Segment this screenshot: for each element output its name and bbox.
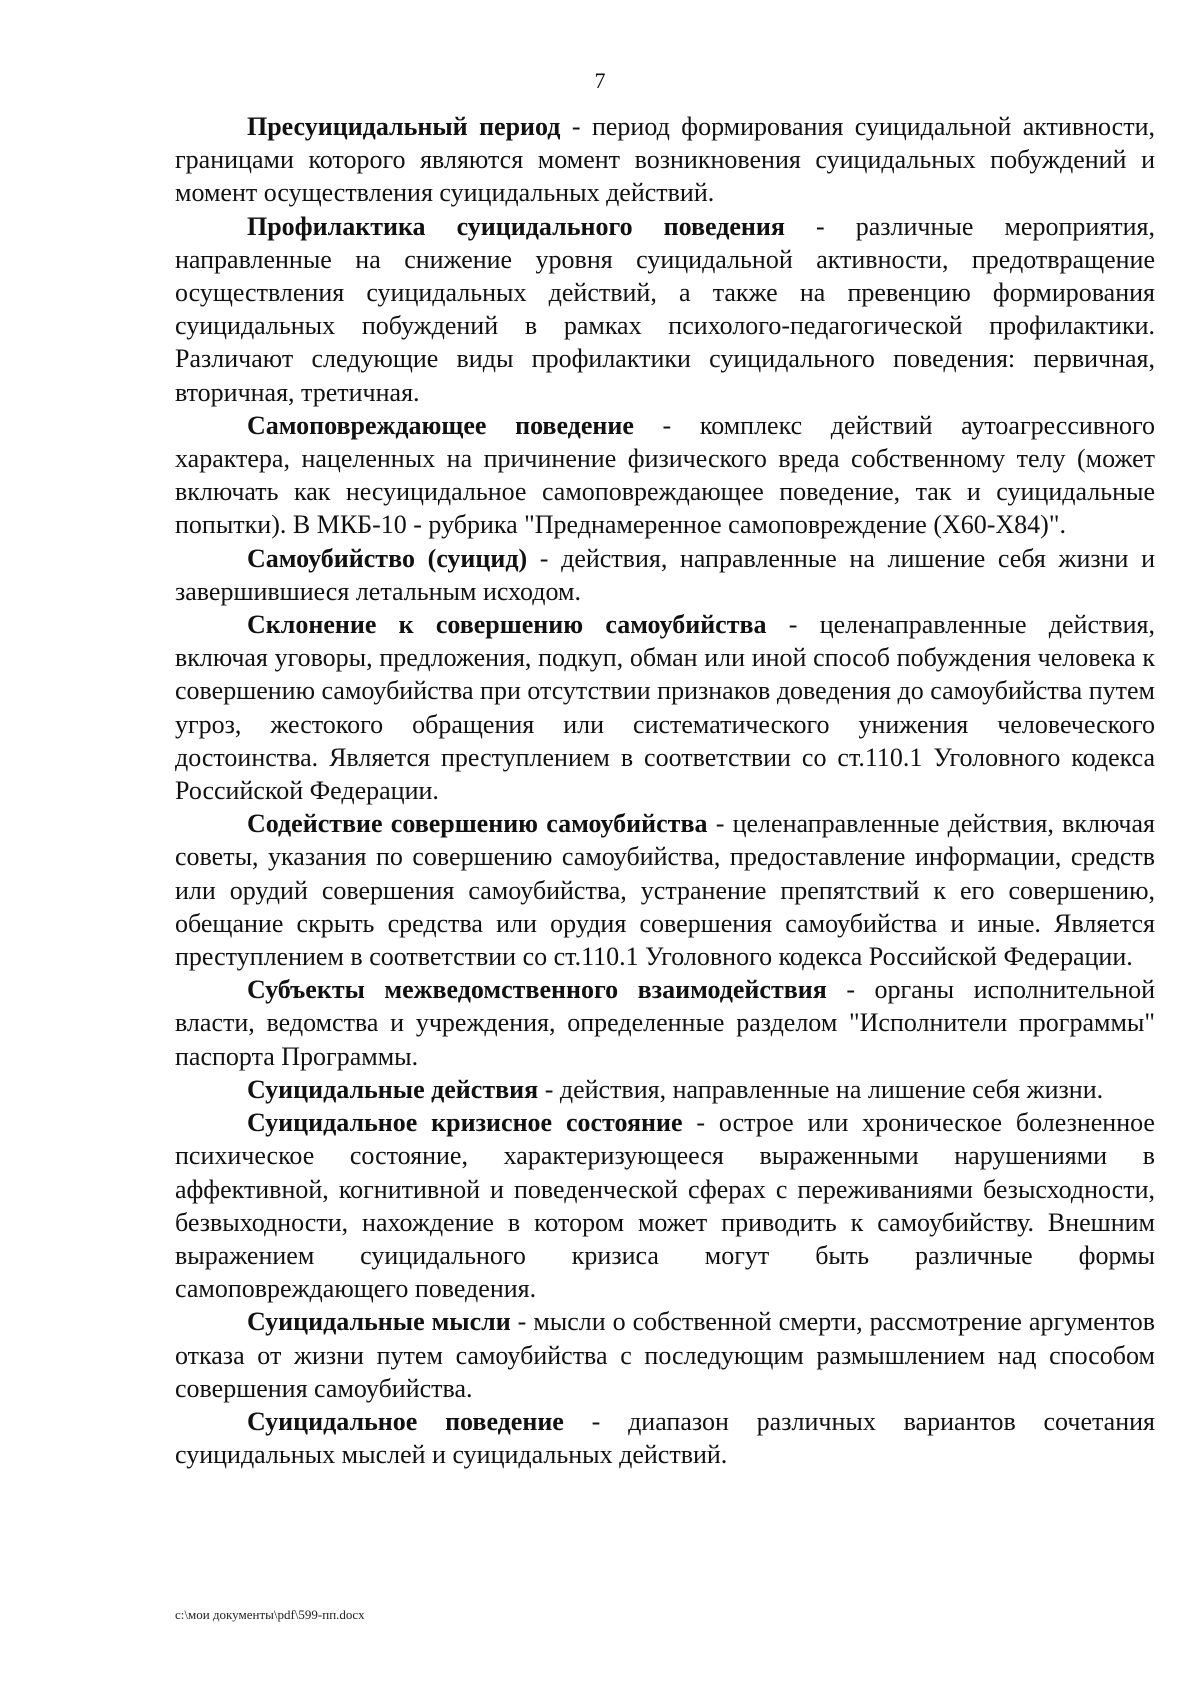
- definition-paragraph: [175, 110, 1155, 210]
- definition-paragraph: [175, 409, 1155, 542]
- definition-term: Суицидальное поведение: [247, 1406, 564, 1436]
- document-body: [175, 110, 1155, 1471]
- definition-text: - органы исполнительной власти, ведомства и учреждения, определенные разделом "Исполнители программы" паспорта Программы.: [175, 975, 1155, 1071]
- definition-paragraph: [175, 1305, 1155, 1405]
- definition-term: Самоповреждающее поведение: [247, 410, 634, 440]
- definition-paragraph: [175, 807, 1155, 973]
- definition-text: - острое или хроническое болезненное психическое состояние, характеризующееся выраженными нарушениями в аффективной, когнитивной и поведенческой сферах с переживаниями безысходности, безвыходности, нахождение в котором может приводить к самоубийству. Внешним выражением суицидального кризиса могут быть различные формы самоповреждающего поведения.: [175, 1108, 1155, 1304]
- definition-text: - комплекс действий аутоагрессивного характера, нацеленных на причинение физического вреда собственному телу (может включать как несуицидальное самоповреждающее поведение, так и суицидальные попытки). В МКБ-10 - рубрика "Преднамеренное самоповреждение (X60-X84)".: [175, 410, 1156, 540]
- definition-paragraph: [175, 1106, 1155, 1305]
- definition-text: - целенаправленные действия, включая советы, указания по совершению самоубийства, предоставление информации, средств или орудий совершения самоубийства, устранение препятствий к его совершению, обещание скрыть средства или орудия совершения самоубийства и иные. Является преступлением в соответствии со ст.110.1 Уголовного кодекса Российской Федерации.: [175, 809, 1155, 972]
- definition-paragraph: [175, 608, 1155, 807]
- definition-paragraph: [175, 973, 1155, 1073]
- definition-term: Суицидальные мысли: [247, 1307, 511, 1337]
- definition-text: - действия, направленные на лишение себя жизни и завершившиеся летальным исходом.: [175, 543, 1156, 606]
- definition-paragraph: [175, 210, 1155, 409]
- definition-term: Суицидальное кризисное состояние: [247, 1108, 683, 1138]
- page-number: 7: [594, 68, 606, 93]
- definition-text: - период формирования суицидальной активности, границами которого являются момент возникновения суицидальных побуждений и момент осуществления суицидальных действий.: [175, 112, 1155, 208]
- definition-term: Суицидальные действия: [247, 1074, 539, 1104]
- footer-file-path: c:\мои документы\pdf\599-пп.docx: [175, 1607, 365, 1622]
- definition-term: Склонение к совершению самоубийства: [247, 610, 767, 640]
- definition-paragraph: [175, 1073, 1155, 1106]
- definition-text: - целенаправленные действия, включая уговоры, предложения, подкуп, обман или иной способ побуждения человека к совершению самоубийства при отсутствии признаков доведения до самоубийства путем угроз, жестокого обращения или систематического унижения человеческого достоинства. Является преступлением в соответствии со ст.110.1 Уголовного кодекса Российской Федерации.: [175, 610, 1155, 806]
- definition-text: - действия, направленные на лишение себя жизни.: [538, 1074, 1104, 1104]
- definition-paragraph: [175, 542, 1155, 608]
- definition-term: Субъекты межведомственного взаимодействия: [247, 975, 827, 1005]
- definition-text: - мысли о собственной смерти, рассмотрение аргументов отказа от жизни путем самоубийства с последующим размышлением над способом совершения самоубийства.: [175, 1307, 1155, 1403]
- definition-term: Профилактика суицидального поведения: [247, 211, 785, 241]
- definition-text: - различные мероприятия, направленные на снижение уровня суицидальной активности, предотвращение осуществления суицидальных действий, а также на превенцию формирования суицидальных побуждений в рамках психолого-педагогической профилактики. Различают следующие виды профилактики суицидального поведения: первичная, вторичная, третичная.: [175, 211, 1155, 407]
- definition-term: Пресуицидальный период: [247, 112, 561, 141]
- definition-paragraph: [175, 1405, 1155, 1471]
- definition-term: Самоубийство (суицид): [247, 543, 528, 573]
- definition-text: - диапазон различных вариантов сочетания суицидальных мыслей и суицидальных действий.: [175, 1406, 1155, 1470]
- definition-term: Содействие совершению самоубийства: [247, 809, 708, 839]
